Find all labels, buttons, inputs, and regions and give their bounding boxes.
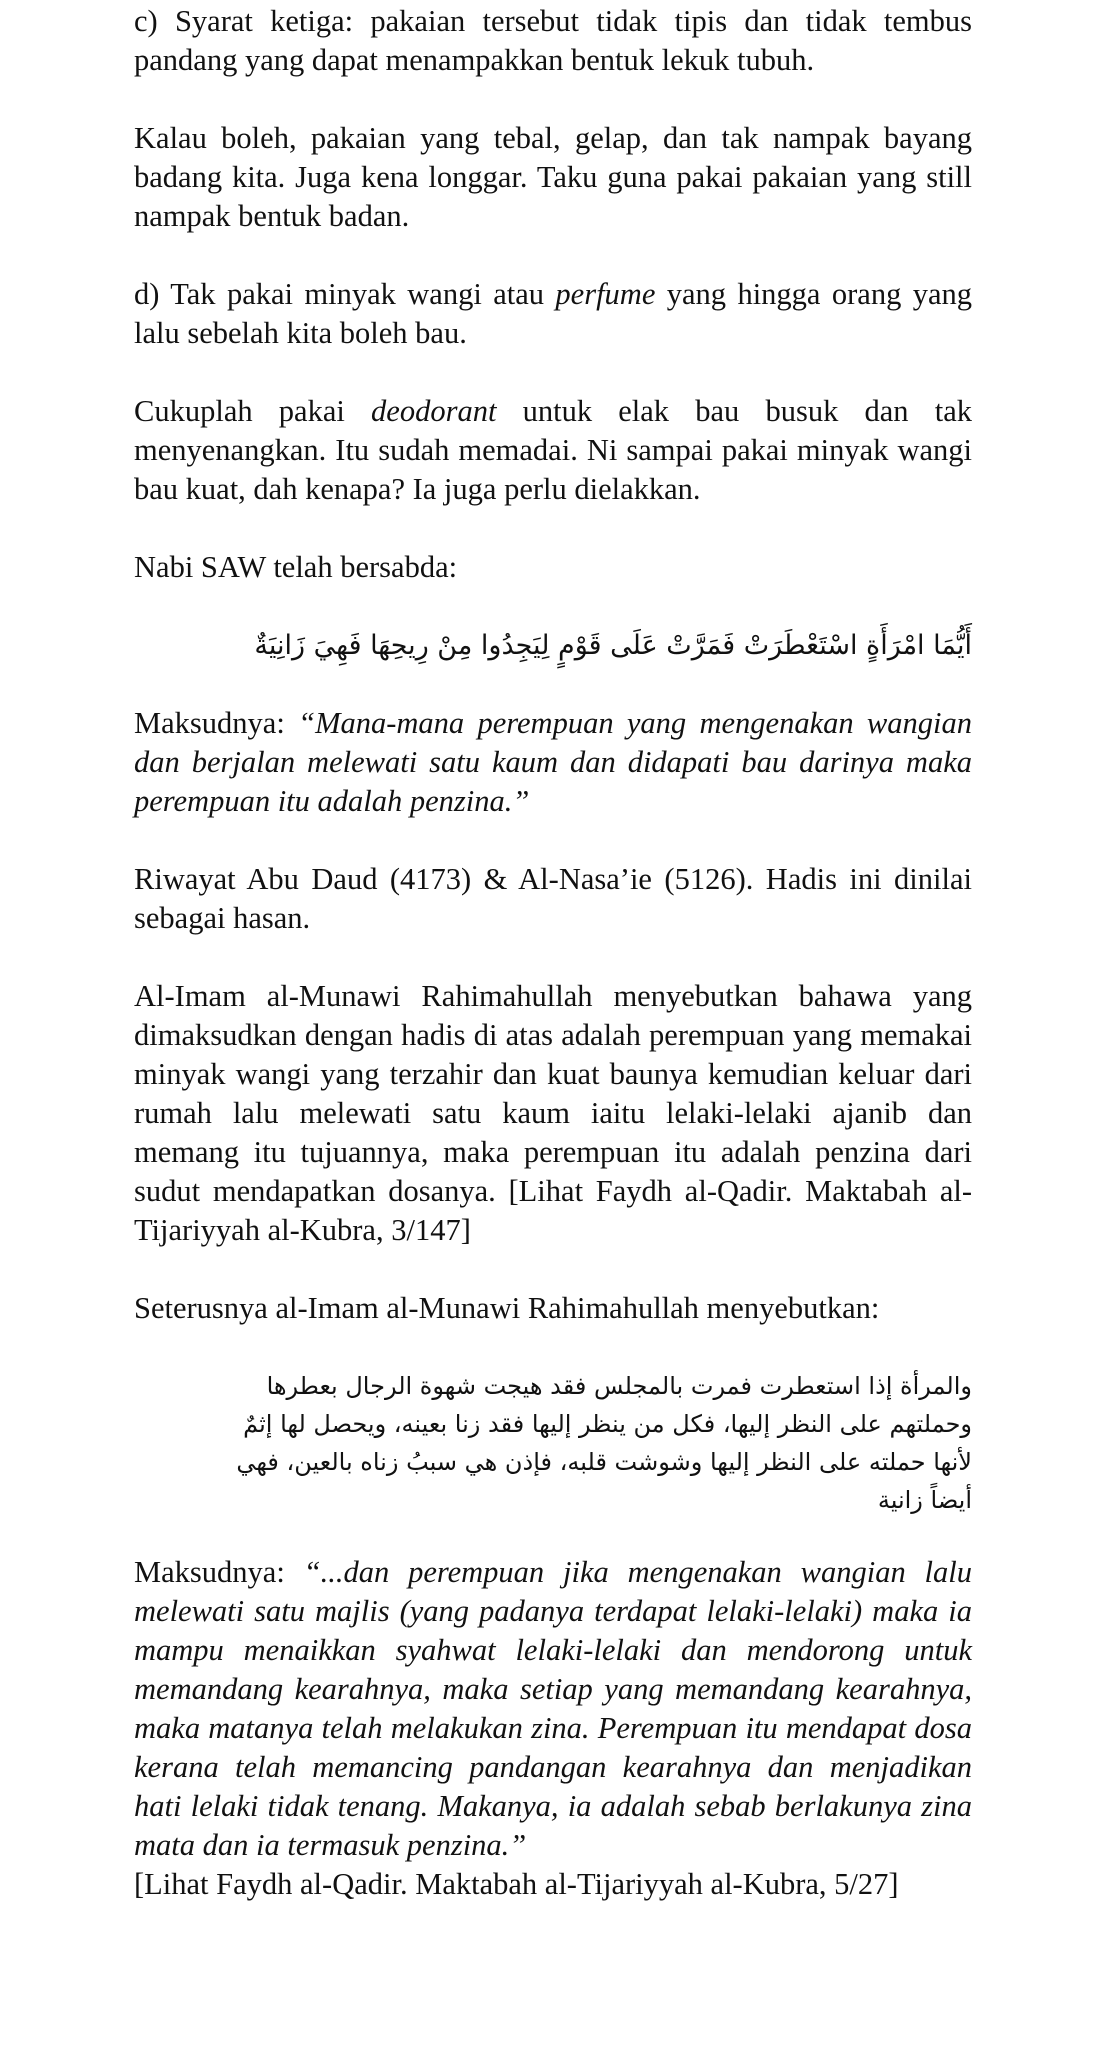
- paragraph-seterusnya: Seterusnya al-Imam al-Munawi Rahimahullah menyebutkan:: [134, 1291, 880, 1325]
- italic-term-deodorant: deodorant: [371, 394, 497, 428]
- paragraph-reference: [Lihat Faydh al-Qadir. Maktabah al-Tijariyyah al-Kubra, 5/27]: [134, 1867, 899, 1901]
- text-segment: Maksudnya:: [134, 1555, 304, 1589]
- arabic-line: أيضاً زانية: [877, 1486, 972, 1514]
- paragraph-munawi-explanation: Al-Imam al-Munawi Rahimahullah menyebutkan bahawa yang dimaksudkan dengan hadis di atas adalah perempuan yang memakai minyak wangi yang terzahir dan kuat baunya kemudian keluar dari rumah lalu melewati satu kaum iaitu lelaki-lelaki ajanib dan memang itu tujuannya, maka perempuan itu adalah penzina dari sudut mendapatkan dosanya. [Lihat Faydh al-Qadir. Maktabah al-Tijariyyah al-Kubra, 3/147]: [134, 979, 972, 1247]
- paragraph-deodorant: [134, 392, 972, 509]
- arabic-line: والمرأة إذا استعطرت فمرت بالمجلس فقد هيجت شهوة الرجال بعطرها: [266, 1372, 972, 1400]
- italic-term-perfume: perfume: [555, 277, 656, 311]
- italic-translation: “...dan perempuan jika mengenakan wangian lalu melewati satu majlis (yang padanya terdapat lelaki-lelaki) maka ia mampu menaikkan syahwat lelaki-lelaki dan mendorong untuk memandang kearahnya, maka setiap yang memandang kearahnya, maka matanya telah melakukan zina. Perempuan itu mendapat dosa kerana telah memancing pandangan kearahnya dan menjadikan hati lelaki tidak tenang. Makanya, ia adalah sebab berlakunya zina mata dan ia termasuk penzina.”: [134, 1555, 972, 1862]
- hadith-arabic-text: أَيُّمَا امْرَأَةٍ اسْتَعْطَرَتْ فَمَرَّتْ عَلَى قَوْمٍ لِيَجِدُوا مِنْ رِيحِهَا فَهِيَ زَانِيَةٌ: [254, 630, 972, 661]
- paragraph-nabi-bersabda: Nabi SAW telah bersabda:: [134, 550, 458, 584]
- text-segment: untuk elak bau busuk dan tak menyenangkan. Itu sudah memadai. Ni sampai pakai minyak wangi bau kuat, dah kenapa? Ia juga perlu dielakkan.: [134, 394, 973, 506]
- arabic-line: وحملتهم على النظر إليها، فكل من ينظر إليها فقد زنا بعينه، ويحصل لها إثمٌ: [243, 1410, 972, 1438]
- text-segment: yang hingga orang yang lalu sebelah kita boleh bau.: [134, 277, 973, 350]
- paragraph-syarat-ketiga: c) Syarat ketiga: pakaian tersebut tidak tipis dan tidak tembus pandang yang dapat menampakkan bentuk lekuk tubuh.: [134, 4, 972, 77]
- text-segment: Maksudnya:: [134, 706, 299, 740]
- paragraph-quote-meaning: [134, 1553, 972, 1865]
- paragraph-hadith-meaning: [134, 704, 972, 821]
- document-page: [134, 0, 972, 1904]
- text-segment: d) Tak pakai minyak wangi atau: [134, 277, 556, 311]
- paragraph-minyak-wangi: [134, 275, 972, 353]
- italic-translation: “Mana-mana perempuan yang mengenakan wangian dan berjalan melewati satu kaum dan didapati bau darinya maka perempuan itu adalah penzina.”: [134, 706, 972, 818]
- text-segment: Cukuplah pakai: [134, 394, 372, 428]
- arabic-line: لأنها حملته على النظر إليها وشوشت قلبه، فإذن هي سببُ زناه بالعين، فهي: [236, 1448, 972, 1476]
- paragraph-pakaian-tebal: Kalau boleh, pakaian yang tebal, gelap, dan tak nampak bayang badang kita. Juga kena longgar. Taku guna pakai pakaian yang still nampak bentuk badan.: [134, 121, 972, 233]
- munawi-arabic-quote: [134, 1367, 972, 1519]
- paragraph-riwayat: Riwayat Abu Daud (4173) & Al-Nasa’ie (5126). Hadis ini dinilai sebagai hasan.: [134, 862, 972, 935]
